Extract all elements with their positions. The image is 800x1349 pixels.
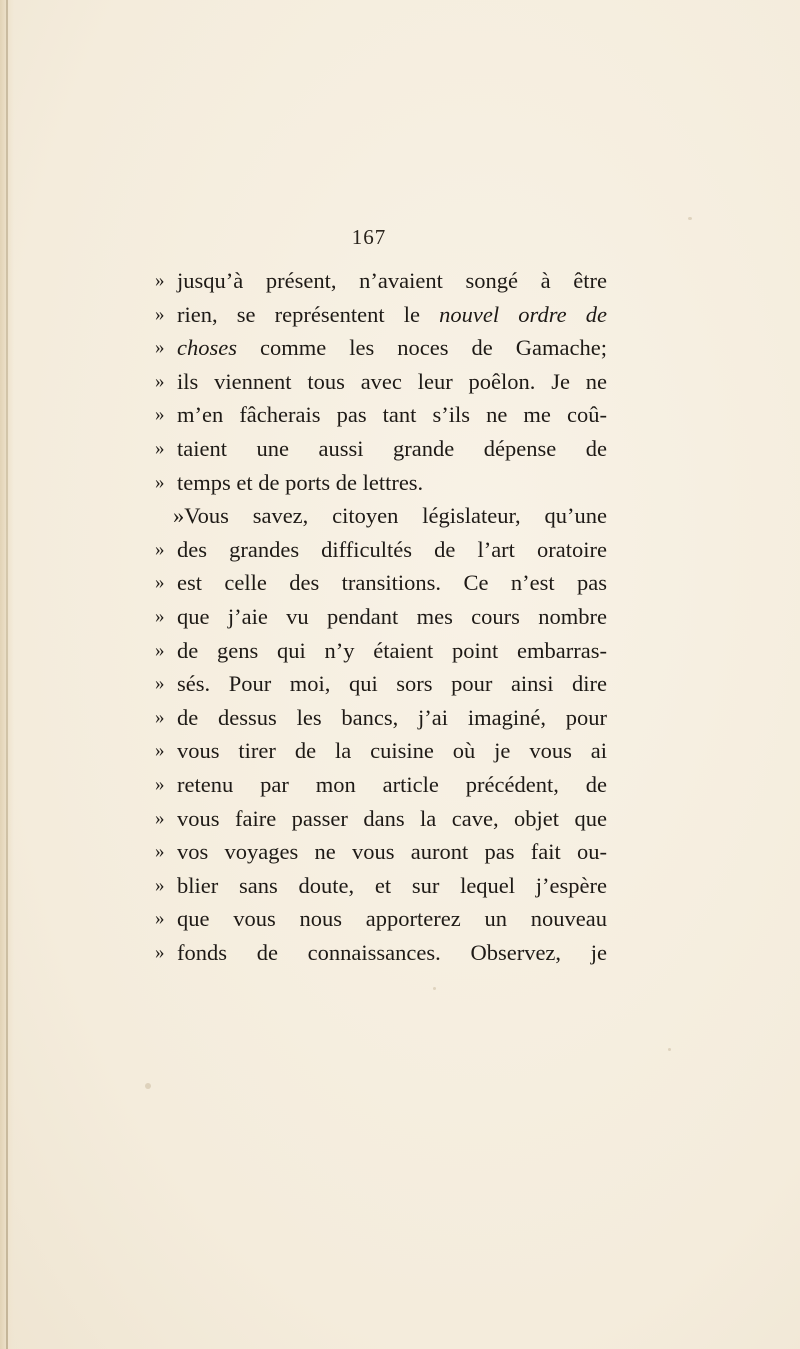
line-text bbox=[177, 936, 607, 970]
continuation-quote-mark: » bbox=[155, 740, 165, 762]
text-line bbox=[155, 600, 607, 634]
text-segment: des grandes difficultés de l’art oratoire bbox=[177, 536, 607, 562]
paper-speck bbox=[433, 987, 436, 990]
text-line bbox=[155, 701, 607, 735]
continuation-quote-mark: » bbox=[155, 841, 165, 863]
text-segment: taient une aussi grande dépense de bbox=[177, 435, 607, 461]
line-text bbox=[177, 365, 607, 399]
line-text bbox=[177, 701, 607, 735]
text-line bbox=[155, 466, 595, 500]
text-segment: blier sans doute, et sur lequel j’espère bbox=[177, 872, 607, 898]
line-text bbox=[177, 566, 607, 600]
continuation-quote-mark: » bbox=[155, 605, 165, 627]
continuation-quote-mark: » bbox=[155, 807, 165, 829]
line-text bbox=[177, 902, 607, 936]
line-text bbox=[177, 432, 607, 466]
page-number: 167 bbox=[351, 225, 387, 249]
page-spine-line bbox=[6, 0, 8, 1349]
text-line bbox=[155, 869, 607, 903]
continuation-quote-mark: » bbox=[155, 874, 165, 896]
text-segment: m’en fâcherais pas tant s’ils ne me coû- bbox=[177, 402, 607, 428]
text-segment: sés. Pour moi, qui sors pour ainsi dire bbox=[177, 671, 607, 697]
text-line bbox=[155, 734, 607, 768]
paper-speck bbox=[145, 1083, 151, 1089]
paper-speck bbox=[668, 1048, 671, 1051]
text-line bbox=[155, 667, 607, 701]
continuation-quote-mark: » bbox=[155, 773, 165, 795]
text-segment: de dessus les bancs, j’ai imaginé, pour bbox=[177, 704, 607, 730]
text-segment: jusqu’à présent, n’avaient songé à être bbox=[177, 268, 607, 293]
text-line bbox=[155, 432, 607, 466]
line-text bbox=[177, 667, 607, 701]
text-segment: de gens qui n’y étaient point embarras- bbox=[177, 637, 607, 663]
continuation-quote-mark: » bbox=[155, 639, 165, 661]
line-text bbox=[177, 466, 607, 500]
continuation-quote-mark: » bbox=[155, 471, 165, 493]
text-line bbox=[155, 331, 607, 365]
paper-speck bbox=[688, 217, 692, 220]
continuation-quote-mark: » bbox=[155, 706, 165, 728]
continuation-quote-mark: » bbox=[155, 370, 165, 392]
continuation-quote-mark: » bbox=[155, 404, 165, 426]
body-text bbox=[155, 264, 608, 969]
italic-text: choses bbox=[177, 335, 237, 361]
text-segment: est celle des transitions. Ce n’est pas bbox=[177, 570, 607, 596]
text-line bbox=[155, 533, 607, 567]
line-text bbox=[177, 768, 607, 802]
line-text bbox=[177, 802, 607, 836]
text-segment: vos voyages ne vous auront pas fait ou- bbox=[177, 839, 607, 865]
text-line bbox=[155, 902, 607, 936]
text-segment: fonds de connaissances. Observez, je bbox=[177, 939, 607, 965]
line-text bbox=[177, 869, 607, 903]
text-segment: vous tirer de la cuisine où je vous ai bbox=[177, 738, 607, 764]
line-text bbox=[177, 398, 607, 432]
text-line bbox=[155, 802, 607, 836]
line-text bbox=[177, 634, 607, 668]
text-segment: comme les noces de Gamache; bbox=[237, 335, 607, 361]
line-text bbox=[177, 600, 607, 634]
text-segment: ils viennent tous avec leur poêlon. Je ne bbox=[177, 368, 607, 394]
continuation-quote-mark: » bbox=[155, 303, 165, 325]
text-line bbox=[155, 398, 607, 432]
text-line bbox=[155, 768, 607, 802]
continuation-quote-mark: » bbox=[155, 437, 165, 459]
text-line bbox=[155, 634, 607, 668]
text-line bbox=[155, 936, 607, 970]
text-line bbox=[155, 835, 607, 869]
text-segment: retenu par mon article précédent, de bbox=[177, 771, 607, 797]
text-segment: »Vous savez, citoyen législateur, qu’une bbox=[173, 503, 607, 529]
text-line bbox=[155, 566, 607, 600]
text-line bbox=[155, 365, 607, 399]
continuation-quote-mark: » bbox=[155, 673, 165, 695]
continuation-quote-mark: » bbox=[155, 538, 165, 560]
text-segment: que vous nous apporterez un nouveau bbox=[177, 906, 607, 932]
line-text bbox=[177, 835, 607, 869]
line-text bbox=[177, 331, 607, 365]
line-text bbox=[177, 264, 607, 298]
line-text bbox=[177, 533, 607, 567]
text-line bbox=[155, 298, 608, 332]
continuation-quote-mark: » bbox=[155, 270, 165, 291]
italic-text: nouvel ordre de bbox=[439, 301, 608, 327]
continuation-quote-mark: » bbox=[155, 941, 165, 963]
line-text bbox=[173, 499, 607, 533]
text-segment: temps et de ports de lettres. bbox=[177, 469, 424, 495]
continuation-quote-mark: » bbox=[155, 908, 165, 930]
line-text bbox=[177, 734, 607, 768]
text-segment: rien, se représentent le bbox=[177, 301, 440, 327]
line-text bbox=[177, 298, 607, 332]
text-segment: que j’aie vu pendant mes cours nombre bbox=[177, 603, 607, 629]
text-line bbox=[155, 499, 607, 533]
text-segment: vous faire passer dans la cave, objet que bbox=[177, 805, 607, 831]
text-line bbox=[155, 264, 607, 298]
continuation-quote-mark: » bbox=[155, 337, 165, 359]
continuation-quote-mark: » bbox=[155, 572, 165, 594]
